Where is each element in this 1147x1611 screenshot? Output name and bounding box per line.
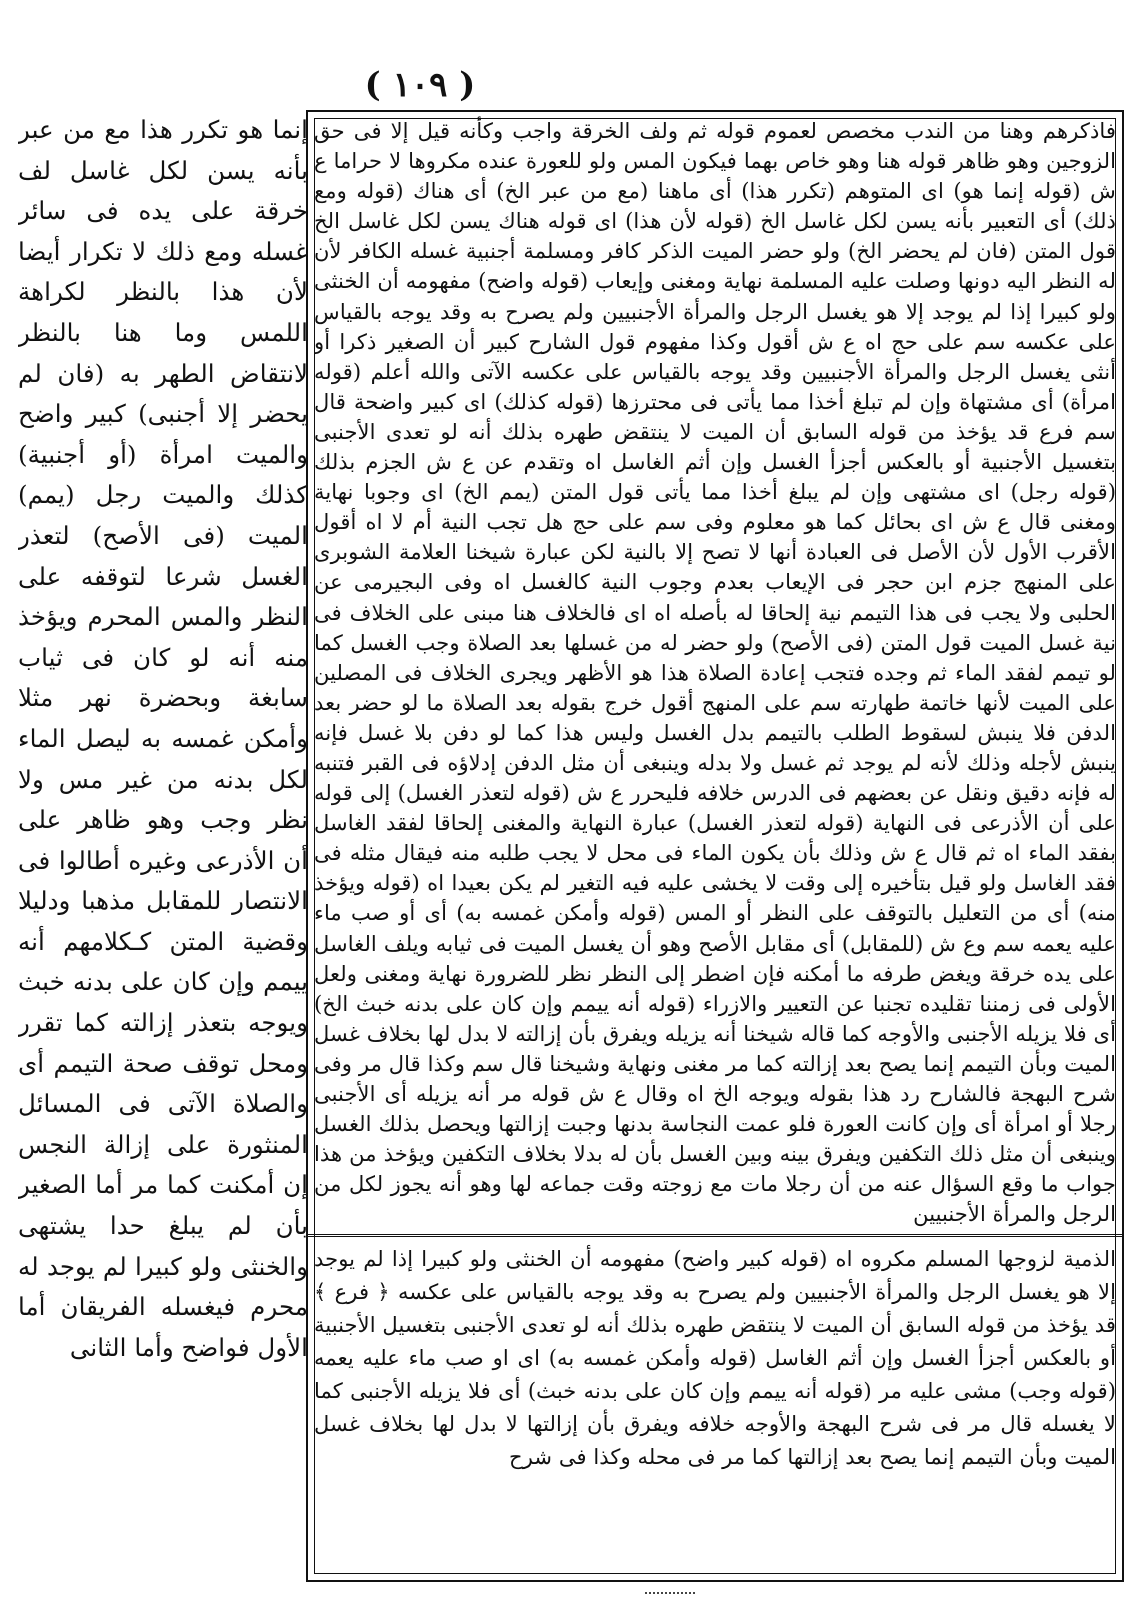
footnote-text: الذمية لزوجها المسلم مكروه اه (قوله كبير واضح) مفهومه أن الخنثى ولو كبيرا إذا لم يوجد إلا هو يغسل الرجل والمرأة الأجنبيين ولم يصرح به وقد يوجه بالقياس على عكسه ﴿ فرع ﴾ قد يؤخذ من قوله السابق أن الميت لا ينتقض طهره بذلك أنه لو تعدى الأجنبى بتغسيل الأجنبية أو بالعكس أجزأ الغسل وإن أثم الغاسل (قوله وأمكن غمسه به) اى او صب ماء عليه يعمه (قوله وجب) مشى عليه مر (قوله أنه ييمم وإن كان على بدنه خبث) أى فلا يزيله الأجنبى كما لا يغسله قال مر فى شرح البهجة والأوجه خلافه ويفرق بأن إزالتها لا بدل لها بخلاف غسل الميت وبأن التيمم إنما يصح بعد إزالتها كما مر فى محله وكذا فى شرح xyxy=(314,1246,1116,1469)
footer-mark xyxy=(645,1592,695,1604)
section-divider xyxy=(308,1234,1122,1237)
sharh-text: فاذكرهم وهنا من الندب مخصص لعموم قوله ثم ولف الخرقة واجب وكأنه قيل إلا فى حق الزوجين وهو ظاهر قوله هنا وهو خاص بهما فيكون المس ولو للعورة عنده مكروها لا حراما ع ش (قوله إنما هو) اى المتوهم (تكرر هذا) أى ماهنا (مع من عبر الخ) أى هناك (قوله ومع ذلك) أى التعبير بأنه يسن لكل غاسل الخ (قوله لأن هذا) اى قوله هناك يسن لكل غاسل الخ قول المتن (فان لم يحضر الخ) ولو حضر الميت الذكر كافر ومسلمة أجنبية غسله الكافر لأن له النظر اليه دونها وصلت عليه المسلمة نهاية ومغنى وإيعاب (قوله واضح) مفهومه أن الخنثى ولو كبيرا إذا لم يوجد إلا هو يغسل الرجل والمرأة الأجنبيين ولم يصرح به وقد يوجه بالقياس على عكسه سم على حج اه ع ش أقول وكذا مفهوم قول الشارح كبير أن الصغير ذكرا أو أنثى يغسل الرجل والمرأة الأجنبيين وقد يوجه بالقياس على عكسه الآتى والله أعلم (قوله امرأة) أى مشتهاة وإن لم تبلغ أخذا مما يأتى فى محترزها (قوله كذلك) اى كبير واضحة قال سم فرع قد يؤخذ من قوله السابق أن الميت لا ينتقض طهره بذلك أنه لو تعدى الأجنبى بتغسيل الأجنبية أو بالعكس أجزأ الغسل وإن أثم الغاسل اه وتقدم عن ع ش الجزم بذلك (قوله رجل) اى مشتهى وإن لم يبلغ أخذا مما يأتى قول المتن (يمم الخ) اى وجوبا نهاية ومغنى قال ع ش اى بحائل كما هو معلوم وفى سم على حج هل تجب النية أم لا اه أقول الأقرب الأول لأن الأصل فى العبادة أنها لا تصح إلا بالنية لكن عبارة شيخنا العلامة الشوبرى على المنهج جزم ابن حجر فى الإيعاب بعدم وجوب النية كالغسل اه وفى البجيرمى عن الحلبى ولا يجب فى هذا التيمم نية إلحاقا له بأصله اه اى فالخلاف هنا مبنى على الخلاف فى نية غسل الميت قول المتن (فى الأصح) ولو حضر له من غسلها بعد الصلاة وجب الغسل كما لو تيمم لفقد الماء ثم وجده فتجب إعادة الصلاة هذا هو الأظهر ويجرى الخلاف فى المصلين على الميت لأنها خاتمة طهارته سم على المنهج أقول خرج بقوله بعد الصلاة ما لو حضر بعد الدفن فلا ينبش لسقوط الطلب بالتيمم بدل الغسل وليس هذا كما لو دفن بلا غسل فإنه ينبش لأجله وذلك لأنه لم يوجد ثم غسل ولا بدله وينبغى أن مثل الدفن إدلاؤه فى القبر فتنبه له فإنه دقيق ونقل عن بعضهم فى الدرس خلافه فليحرر ع ش (قوله لتعذر الغسل) إلى قوله على أن الأذرعى فى النهاية (قوله لتعذر الغسل) عبارة النهاية والمغنى إلحاقا لفقد الغاسل بفقد الماء اه ثم قال ع ش وذلك بأن يكون الماء فى محل لا يجب طلبه منه فيقال مثله فى فقد الغاسل ولو قيل بتأخيره إلى وقت لا يخشى عليه فيه التغير لم يكن بعيدا اه (قوله ويؤخذ منه) أى من التعليل بالتوقف على النظر أو المس (قوله وأمكن غمسه به) أى أو صب ماء عليه يعمه سم وع ش (للمقابل) أى مقابل الأصح وهو أن يغسل الميت فى ثيابه ويلف الغاسل على يده خرقة ويغض طرفه ما أمكنه فإن اضطر إلى النظر نظر للضرورة نهاية ومغنى ولعل الأولى فى زمننا تقليده تجنبا عن التعيير والازراء (قوله أنه ييمم وإن كان على بدنه خبث الخ) أى فلا يزيله الأجنبى والأوجه كما قاله شيخنا أنه يزيله ويفرق بأن إزالته لا بدل لها بخلاف غسل الميت وبأن التيمم إنما يصح بعد إزالته كما مر مغنى ونهاية وشيخنا قال سم وكذا قال مر وفى شرح البهجة فالشارح رد هذا بقوله ويوجه الخ اه وقال ع ش قوله مر أنه يزيله أى الأجنبى رجلا أو امرأة أى وإن كانت العورة فلو عمت النجاسة بدنها وجبت إزالتها ويحصل بذلك الغسل وينبغى أن مثل ذلك التكفين ويفرق بينه وبين الغسل بأن له بدلا بخلاف التكفين ويؤخذ من هذا جواب ما وقع السؤال عنه من أن رجلا مات مع زوجته وقت جماعه لها وهو أنه يجوز لكل من الرجل والمرأة الأجنبيين xyxy=(314,118,1116,1227)
margin-column: إنما هو تكرر هذا مع من عبر بأنه يسن لكل غاسل لف خرقة على يده فى سائر غسله ومع ذلك لا تكرار أيضا لأن هذا بالنظر لكراهة اللمس وما هنا بالنظر لانتقاض الطهر به (فان لم يحضر إلا أجنبى) كبير واضح والميت امرأة (أو أجنبية) كذلك والميت رجل (يمم) الميت (فى الأصح) لتعذر الغسل شرعا لتوقفه على النظر والمس المحرم ويؤخذ منه أنه لو كان فى ثياب سابغة وبحضرة نهر مثلا وأمكن غمسه به ليصل الماء لكل بدنه من غير مس ولا نظر وجب وهو ظاهر على أن الأذرعى وغيره أطالوا فى الانتصار للمقابل مذهبا ودليلا وقضية المتن كـكلامهم أنه ييمم وإن كان على بدنه خبث ويوجه بتعذر إزالته كما تقرر ومحل توقف صحة التيمم أى والصلاة الآتى فى المسائل المنثورة على إزالة النجس إن أمكنت كما مر أما الصغير بأن لم يبلغ حدا يشتهى والخنثى ولو كبيرا لم يوجد له محرم فيغسله الفريقان أما الأول فواضح وأما الثانى xyxy=(18,115,308,1362)
main-frame xyxy=(306,110,1124,1582)
page-number: ( ١٠٩ ) xyxy=(364,65,476,105)
